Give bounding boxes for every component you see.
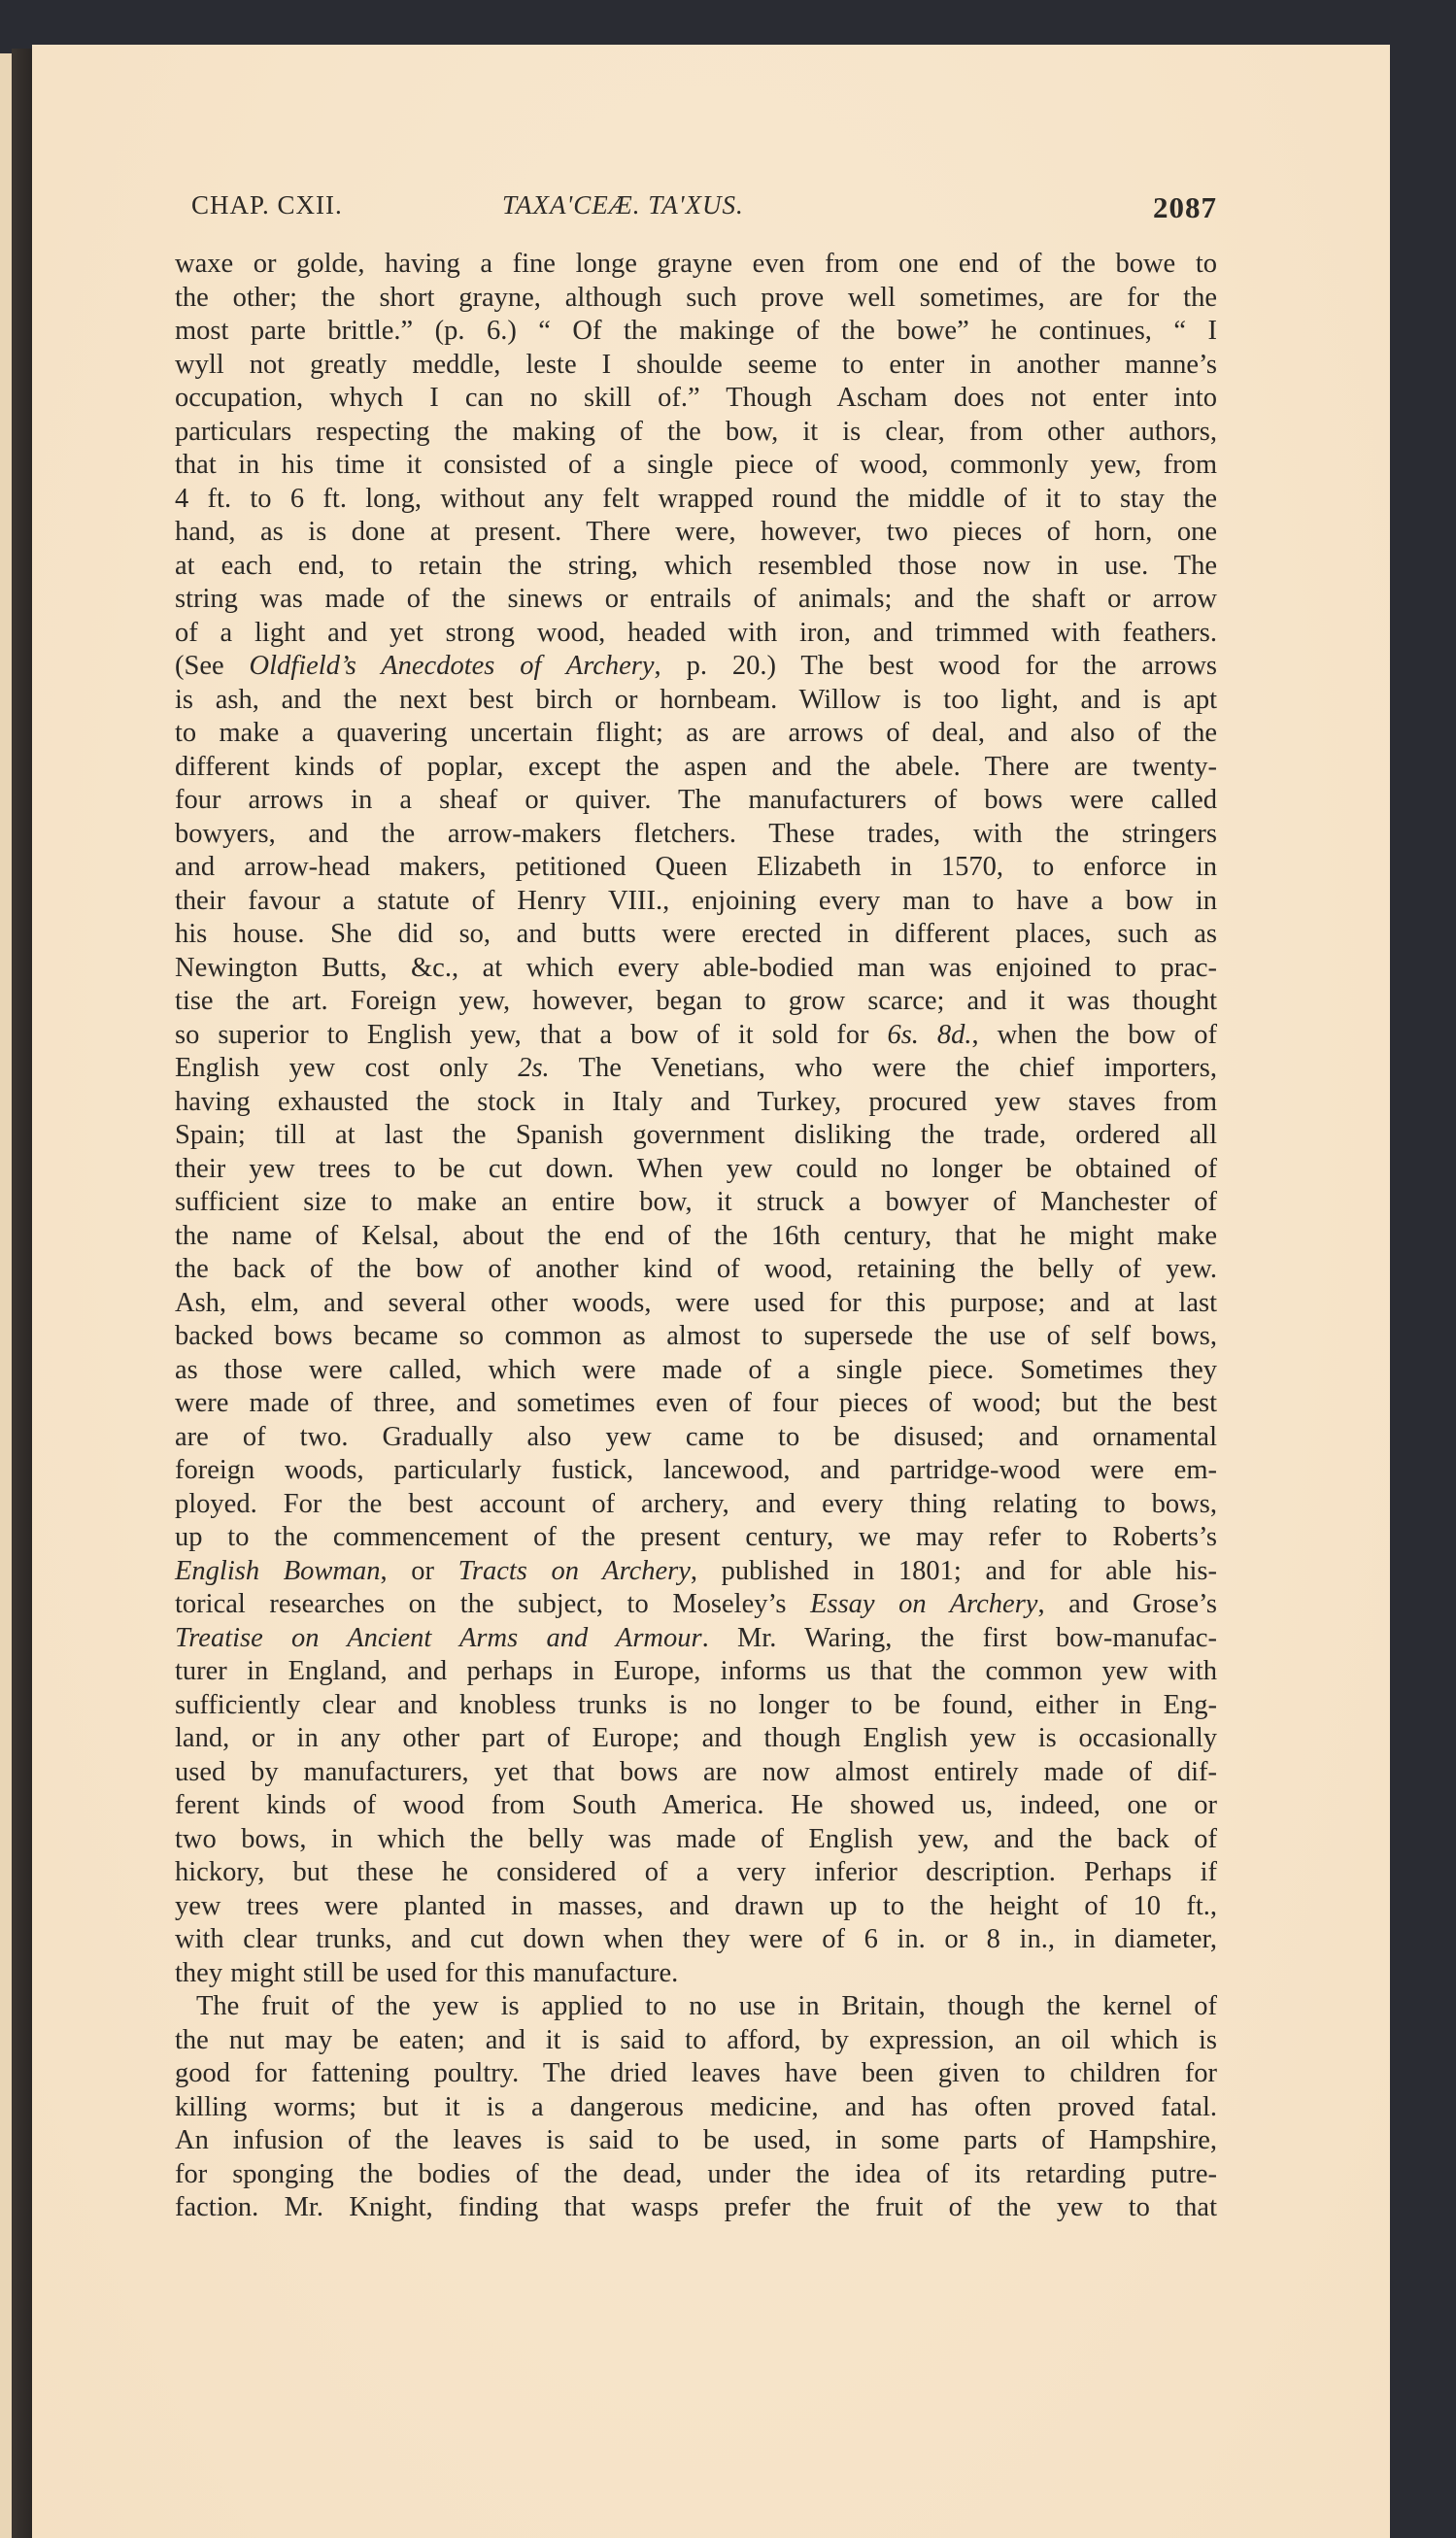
text-line — [175, 650, 1217, 684]
text-line — [175, 1655, 1217, 1689]
text-run: hickory, but these he considered of a very inferior description. Perhaps if — [175, 1857, 1217, 1887]
italic-title-text: 6s. 8d. — [887, 1019, 972, 1050]
text-run: is ash, and the next best birch or hornbeam. Willow is too light, and is apt — [175, 684, 1217, 715]
text-line — [175, 1521, 1217, 1555]
text-line — [175, 1086, 1217, 1120]
running-title: TAXA'CEÆ. TA'XUS. — [502, 190, 744, 220]
text-run: for sponging the bodies of the dead, under the idea of its retarding putre- — [175, 2158, 1217, 2189]
text-run: backed bows became so common as almost to supersede the use of self bows, — [175, 1321, 1217, 1351]
text-line — [175, 1019, 1217, 1053]
text-line — [175, 751, 1217, 785]
italic-title-text: Oldfield’s Anecdotes of Archery — [249, 651, 655, 681]
text-run: foreign woods, particularly fustick, lancewood, and partridge-wood were em- — [175, 1455, 1217, 1485]
text-line — [175, 617, 1217, 651]
text-line — [175, 1320, 1217, 1354]
text-line — [175, 1722, 1217, 1756]
text-line — [175, 784, 1217, 818]
text-line — [175, 952, 1217, 986]
text-run: waxe or golde, having a fine longe grayne even from one end of the bowe to — [175, 249, 1217, 279]
text-run: as those were called, which were made of a single piece. Sometimes they — [175, 1354, 1217, 1385]
text-run: good for fattening poultry. The dried leaves have been given to children for — [175, 2058, 1217, 2088]
text-run: ployed. For the best account of archery, and every thing relating to bows, — [175, 1488, 1217, 1519]
text-line — [175, 851, 1217, 885]
text-run: sufficient size to make an entire bow, it struck a bowyer of Manchester of — [175, 1187, 1217, 1217]
page-number: 2087 — [1153, 190, 1217, 224]
text-run: English yew cost only — [175, 1053, 519, 1083]
text-line — [175, 2057, 1217, 2091]
text-run: land, or in any other part of Europe; and though English yew is occasionally — [175, 1723, 1217, 1753]
book-gutter — [12, 49, 33, 2538]
text-line — [175, 1856, 1217, 1890]
text-line — [175, 918, 1217, 952]
italic-title-text: English Bowman — [175, 1555, 381, 1586]
text-run: wyll not greatly meddle, leste I shoulde seeme to enter in another manne’s — [175, 349, 1217, 380]
text-line — [175, 2091, 1217, 2125]
text-run: The Venetians, who were the chief importers, — [549, 1053, 1217, 1083]
text-line — [175, 1823, 1217, 1857]
text-line — [175, 2124, 1217, 2158]
text-run: two bows, in which the belly was made of English yew, and the back of — [175, 1823, 1217, 1854]
text-run: (See — [175, 651, 250, 681]
text-run: Ash, elm, and several other woods, were used for this purpose; and at last — [175, 1287, 1217, 1318]
chapter-label: CHAP. CXII. — [191, 190, 343, 220]
text-run: to make a quavering uncertain flight; as are arrows of deal, and also of the — [175, 718, 1217, 748]
text-run: his house. She did so, and butts were erected in different places, such as — [175, 919, 1217, 949]
text-line — [175, 1186, 1217, 1220]
text-line — [175, 483, 1217, 517]
text-run: the name of Kelsal, about the end of the 16th century, that he might make — [175, 1220, 1217, 1251]
body-text — [175, 248, 1217, 2225]
text-run: , and Grose’s — [1037, 1589, 1217, 1619]
text-line — [175, 985, 1217, 1019]
text-run: faction. Mr. Knight, finding that wasps prefer the fruit of the yew to that — [175, 2192, 1217, 2222]
text-line — [175, 1387, 1217, 1421]
text-run: killing worms; but it is a dangerous medicine, and has often proved fatal. — [175, 2091, 1217, 2122]
text-run: used by manufacturers, yet that bows are now almost entirely made of dif- — [175, 1756, 1217, 1787]
text-run: at each end, to retain the string, which resembled those now in use. The — [175, 550, 1217, 581]
text-run: Spain; till at last the Spanish government disliking the trade, ordered all — [175, 1120, 1217, 1150]
text-run: turer in England, and perhaps in Europe, informs us that the common yew with — [175, 1656, 1217, 1686]
text-line — [175, 516, 1217, 550]
text-line — [175, 449, 1217, 483]
text-run: the back of the bow of another kind of wood, retaining the belly of yew. — [175, 1254, 1217, 1284]
text-run: bowyers, and the arrow-makers fletchers. These trades, with the stringers — [175, 818, 1217, 849]
text-run: most parte brittle.” (p. 6.) “ Of the makinge of the bowe” he continues, “ I — [175, 316, 1217, 346]
text-run: , p. 20.) The best wood for the arrows — [654, 651, 1217, 681]
text-run: 4 ft. to 6 ft. long, without any felt wrapped round the middle of it to stay the — [175, 483, 1217, 514]
text-run: having exhausted the stock in Italy and Turkey, procured yew staves from — [175, 1086, 1217, 1117]
text-run: , or — [380, 1555, 458, 1586]
text-line — [175, 818, 1217, 852]
text-run: the nut may be eaten; and it is said to afford, by expression, an oil which is — [175, 2024, 1217, 2055]
text-run: hand, as is done at present. There were, however, two pieces of horn, one — [175, 517, 1217, 547]
text-run: their favour a statute of Henry VIII., enjoining every man to have a bow in — [175, 885, 1217, 916]
text-line — [175, 315, 1217, 349]
italic-title-text: Tracts on Archery — [457, 1555, 691, 1586]
text-line — [175, 1890, 1217, 1924]
text-line — [175, 248, 1217, 282]
text-line — [175, 416, 1217, 450]
text-line — [175, 1488, 1217, 1522]
text-line — [175, 1756, 1217, 1790]
text-line — [175, 1957, 1217, 1991]
text-run: they might still be used for this manufacture. — [175, 1957, 679, 1988]
text-run: tise the art. Foreign yew, however, began to grow scarce; and it was thought — [175, 986, 1217, 1016]
text-line — [175, 1622, 1217, 1656]
text-line — [175, 2024, 1217, 2058]
text-run: An infusion of the leaves is said to be used, in some parts of Hampshire, — [175, 2125, 1217, 2155]
text-line — [175, 1555, 1217, 1589]
text-line — [175, 717, 1217, 751]
text-line — [175, 1990, 1217, 2024]
adjacent-page-edge — [0, 53, 12, 2538]
text-line — [175, 349, 1217, 383]
text-run: , when the bow of — [971, 1019, 1218, 1050]
text-run: torical researches on the subject, to Moseley’s — [175, 1589, 811, 1619]
text-line — [175, 583, 1217, 617]
text-run: the other; the short grayne, although such prove well sometimes, are for the — [175, 282, 1217, 313]
text-run: The fruit of the yew is applied to no use in Britain, though the kernel of — [196, 1991, 1217, 2021]
running-header — [191, 190, 1217, 225]
text-run: of a light and yet strong wood, headed with iron, and trimmed with feathers. — [175, 617, 1217, 648]
text-run: ferent kinds of wood from South America. He showed us, indeed, one or — [175, 1790, 1217, 1820]
text-run: that in his time it consisted of a single piece of wood, commonly yew, from — [175, 450, 1217, 480]
text-run: with clear trunks, and cut down when they were of 6 in. or 8 in., in diameter, — [175, 1924, 1217, 1954]
text-run: . Mr. Waring, the first bow-manufac- — [701, 1622, 1217, 1653]
text-run: sufficiently clear and knobless trunks is no longer to be found, either in Eng- — [175, 1689, 1217, 1720]
text-line — [175, 1287, 1217, 1321]
text-line — [175, 550, 1217, 584]
text-line — [175, 1354, 1217, 1388]
text-line — [175, 1052, 1217, 1086]
text-line — [175, 2191, 1217, 2225]
text-line — [175, 1153, 1217, 1187]
italic-title-text: 2s. — [518, 1053, 550, 1083]
text-line — [175, 1689, 1217, 1723]
text-run: occupation, whych I can no skill of.” Though Ascham does not enter into — [175, 383, 1217, 413]
text-run: Newington Butts, &c., at which every able-bodied man was enjoined to prac- — [175, 952, 1217, 983]
text-line — [175, 1119, 1217, 1153]
text-run: and arrow-head makers, petitioned Queen Elizabeth in 1570, to enforce in — [175, 852, 1217, 882]
text-run: string was made of the sinews or entrails of animals; and the shaft or arrow — [175, 584, 1217, 614]
text-run: four arrows in a sheaf or quiver. The manufacturers of bows were called — [175, 785, 1217, 815]
text-run: so superior to English yew, that a bow of it sold for — [175, 1019, 888, 1050]
text-line — [175, 1253, 1217, 1287]
text-line — [175, 1923, 1217, 1957]
text-run: are of two. Gradually also yew came to be disused; and ornamental — [175, 1421, 1217, 1452]
text-run: , published in 1801; and for able his- — [690, 1555, 1218, 1586]
text-line — [175, 1220, 1217, 1254]
italic-title-text: Essay on Archery — [810, 1589, 1038, 1619]
text-line — [175, 1588, 1217, 1622]
text-line — [175, 1789, 1217, 1823]
text-line — [175, 885, 1217, 919]
text-line — [175, 382, 1217, 416]
text-line — [175, 1454, 1217, 1488]
text-line — [175, 282, 1217, 316]
text-line — [175, 2158, 1217, 2192]
text-run: particulars respecting the making of the bow, it is clear, from other authors, — [175, 416, 1217, 447]
text-run: were made of three, and sometimes even of four pieces of wood; but the best — [175, 1388, 1217, 1418]
text-line — [175, 684, 1217, 718]
text-run: different kinds of poplar, except the aspen and the abele. There are twenty- — [175, 751, 1217, 782]
text-run: their yew trees to be cut down. When yew could no longer be obtained of — [175, 1153, 1217, 1184]
text-run: up to the commencement of the present century, we may refer to Roberts’s — [175, 1522, 1217, 1552]
italic-title-text: Treatise on Ancient Arms and Armour — [175, 1622, 702, 1653]
text-line — [175, 1421, 1217, 1455]
text-run: yew trees were planted in masses, and drawn up to the height of 10 ft., — [175, 1890, 1217, 1921]
